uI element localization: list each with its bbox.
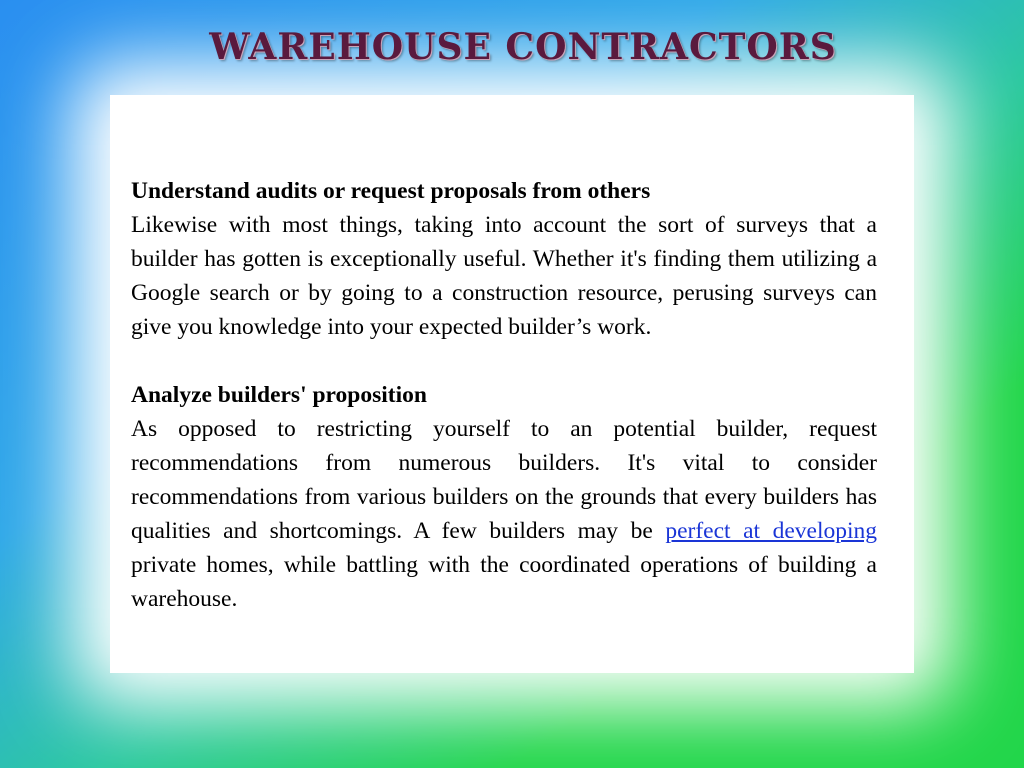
perfect-at-developing-link[interactable]: perfect at developing	[665, 518, 878, 544]
section-body: Likewise with most things, taking into account the sort of surveys that a builder has gotten is exceptionally useful. Whether it's finding them utilizing a Google search or by going to a construction resource, perusing surveys can give you knowledge into your expected builder’s work.	[131, 212, 877, 340]
slide-content	[131, 174, 877, 616]
body-text: private homes, while battling with the coordinated operations of building a warehouse.	[131, 552, 877, 612]
slide-title: WAREHOUSE CONTRACTORS	[209, 26, 837, 68]
section-heading: Analyze builders' proposition	[131, 382, 427, 408]
section-heading: Understand audits or request proposals from others	[131, 178, 651, 204]
section-body	[131, 412, 877, 616]
paragraph-gap	[131, 344, 877, 378]
body-text: As opposed to restricting yourself to an potential builder, request recommendations from numerous builders. It's vital to consider recommendations from various builders on the grounds that every builders has qualities and shortcomings. A few builders may be	[131, 416, 877, 544]
